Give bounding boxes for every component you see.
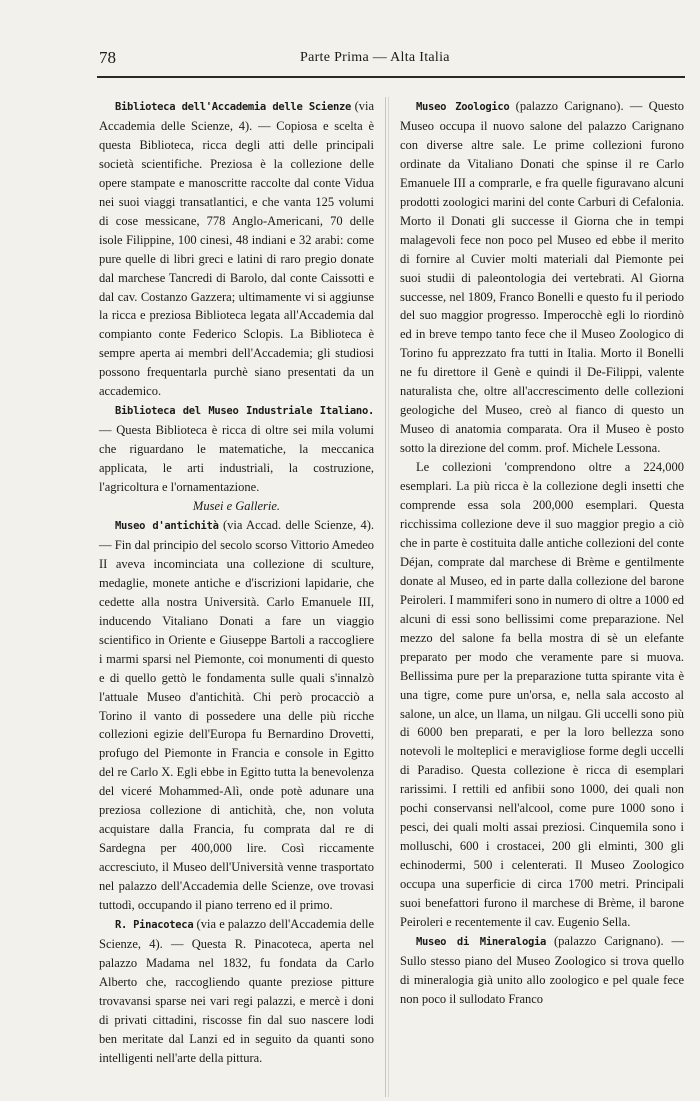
right-column — [400, 97, 684, 1009]
section-heading: Musei e Gallerie. — [192, 499, 281, 514]
entry-text: (via Accademia delle Scienze, 4). — Copiosa e scelta è questa Biblioteca, ricca degli atti delle principali società scientifiche. Preziosa è la collezione delle opere stampate e manoscritte raccolte dal conte Vidua nei suoi viaggi transatlantici, e che vanta 125 volumi di cose messicane, 778 Anglo-Americani, 70 delle isole Filippine, 100 cinesi, 48 indiani e 32 arabi: come pure quelle di libri greci e latini di raro pregio donate dal marchese Tancredi di Barolo, dal conte Caissotti e dal cav. Costanzo Gazzera; ultimamente vi si aggiunse la ricca e preziosa Biblioteca legata all'Accademia dal compianto conte Federico Sclopis. La Biblioteca è sempre aperta ai membri dell'Accademia; gli studiosi possono frequentarla purchè siano presentati da un accademico. — [99, 99, 375, 399]
entry-biblioteca-accademia — [99, 97, 374, 401]
entry-heading: Museo d'antichità — [115, 519, 219, 532]
entry-biblioteca-museo-industriale — [99, 401, 374, 497]
entry-museo-mineralogia — [400, 932, 684, 1009]
entry-museo-zoologico — [400, 97, 684, 458]
entry-pinacoteca — [99, 915, 374, 1068]
entry-museo-antichita — [99, 516, 374, 915]
page-number: 78 — [99, 48, 116, 67]
entry-text: Le collezioni 'comprendono oltre a 224,000 esemplari. La più ricca è la collezione degli insetti che comprende essa sola 200,000 esemplari. Questa ricchissima collezione deve il suo maggior pregio a ciò che in parte è costituita dalle antiche collezioni del conte Déjan, comprate dal marchese di Brème e gentilmente donate al Museo, ed in parte dalla collezione del barone Peiroleri. I mammiferi sono in numero di oltre a 1000 ed alcuni di essi sono bellissimi come preparazione. Nel mezzo del salone fa bella mostra di sè un elefante preparato per modo che veramente pare si muova. Bellissima pure per la preparazione tutta spirante vita è una tigre, come pure un'orsa, e, nella sala accosto al salone, un alce, un llama, un nilgau. Gli uccelli sono più di 6000 ben preparati, e per la loro bellezza sono notevoli le molteplici e meravigliose forme degli uccelli di Paradiso. Questa collezione è ricca di esemplari rarissimi. I rettili ed anfibii sono 1000, dei quali non pochi conservansi nell'alcool, come pure 1000 sono i pesci, dei quali molti assai preziosi. Cinquemila sono i molluschi, 600 i crostacei, 200 gli elminti, 300 gli echinodermi, 500 i celenterati. Il Museo Zoologico occupa una superficie di circa 1700 metri. Principali suoi benefattori furono il marchese di Brème, il barone Peiroleri e recentemente il cav. Eugenio Sella. — [400, 460, 684, 929]
entry-heading: Biblioteca del Museo Industriale Italiano. — [115, 405, 374, 418]
entry-text: — Questa Biblioteca è ricca di oltre sei mila volumi che riguardano le matematiche, la meccanica applicata, le arti industriali, la costruzione, l'agricoltura e l'ornamentazione. — [99, 423, 374, 495]
left-column — [99, 97, 374, 1068]
entry-heading: R. Pinacoteca — [115, 918, 194, 931]
running-head: Parte Prima — Alta Italia — [300, 50, 450, 65]
page-header — [0, 0, 700, 78]
entry-text: (palazzo Carignano). — Questo Museo occupa il nuovo salone del palazzo Carignano con diverse altre sale. Le prime collezioni furono ordinate da Vitaliano Donati che spinse il re Carlo Emanuele III a comprarle, e fra quelle figuravano alcuni prodotti zoologici marini del conte Carburi di Cefalonia. Morto il Donati gli successe il Giorna che in tempi malagevoli fece non poco pel Museo ed ebbe il merito di fornire al Cuvier molti materiali dal Piemonte pei suoi studii di paleontologia dei vertebrati. Al Giorna successe, nel 1809, Franco Bonelli e questo fu il periodo del suo maggior progresso. Imperocchè egli lo riordinò ed in breve tempo tanto fece che il Museo Zoologico di Torino fu apprezzato fra tutti in Italia. Morto il Bonelli ne fu direttore il Genè e quindi il De-Filippi, valente naturalista che, oltre all'accrescimento delle collezioni geologiche del Museo, creò al fianco di questo un Museo di anatomia comparata. Ora il Museo è posto sotto la direzione del comm. prof. Michele Lessona. — [400, 99, 684, 456]
entry-heading: Museo Zoologico — [416, 101, 510, 113]
entry-text: (via Accad. delle Scienze, 4). — Fin dal principio del secolo scorso Vittorio Amedeo II aveva incominciata una collezione di sculture, medaglie, monete antiche e d'iscrizioni lapidarie, che cedette alla nostra Università. Carlo Emanuele III, inducendo Vitaliano Donati a fare un viaggio scientifico in Oriente e Giuseppe Bartoli a raccogliere i marmi sparsi nel Piemonte, coi monumenti di questo e di quello gettò le fondamenta sulle quali s'innalzò l'attuale Museo d'antichità. Chi però procacciò a Torino il vanto di possedere una delle più ricche collezioni egizie dell'Europa fu Bernardino Drovetti, profugo del Piemonte in Francia e console in Egitto del re Carlo X. Egli ebbe in Egitto tutta la benevolenza del viceré Mohammed-Alì, onde potè adunare una preziosa collezione di antichità, che, non voluta acquistare dalla Francia, fu comprata dal re di Sardegna per 400,000 lire. Così riccamente accresciuto, il Museo dell'Università venne trasportato nel palazzo dell'Accademia delle Scienze, ove trovasi tuttodì, occupando il piano terreno ed il primo. — [99, 517, 374, 913]
column-divider — [385, 97, 386, 1097]
entry-text: (palazzo Carignano). — Sullo stesso piano del Museo Zoologico si trova quello di mineralogia già unito allo zoologico e pel quale fece non poco il sullodato Franco — [400, 933, 684, 1006]
entry-heading: Biblioteca dell'Accademia delle Scienze — [115, 101, 352, 113]
header-rule — [97, 76, 685, 78]
entry-collezioni — [400, 458, 684, 932]
entry-heading: Museo di Mineralogia — [416, 935, 547, 948]
entry-text: (via e palazzo dell'Accademia delle Scienze, 4). — Questa R. Pinacoteca, aperta nel palazzo Madama nel 1832, fu fondata da Carlo Alberto che, raccogliendo quante preziose pitture trovavansi sparse nei vari regi palazzi, e mercè i doni di privati cittadini, riscosse fin dal suo nascere lodi ben meritate dal Lanzi ed in seguito da quanti sono intelligenti nell'arte della pittura. — [99, 916, 374, 1065]
